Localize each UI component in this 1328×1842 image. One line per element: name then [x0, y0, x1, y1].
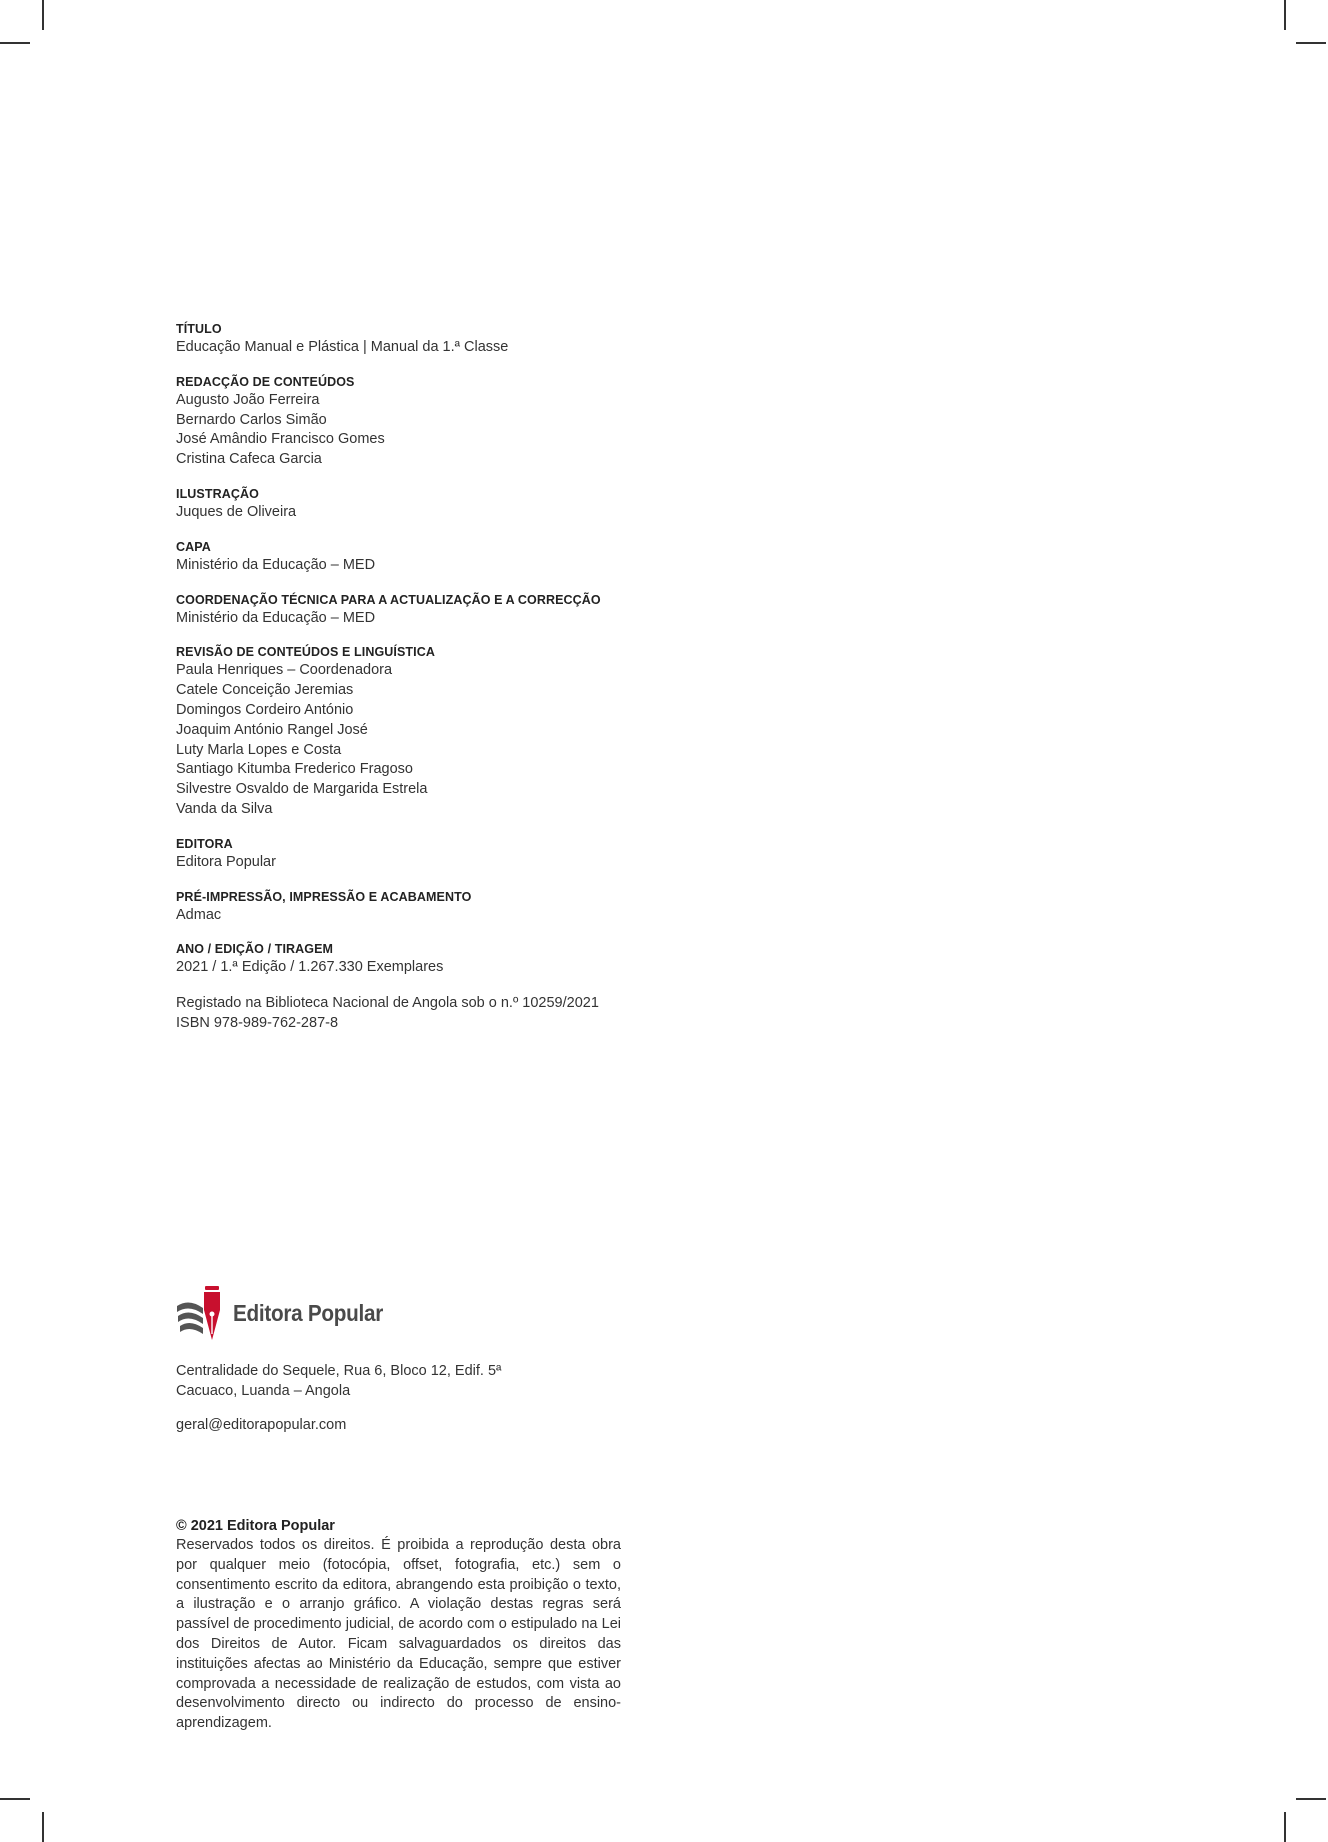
section-heading: REVISÃO DE CONTEÚDOS E LINGUÍSTICA	[176, 645, 435, 660]
section-line: Silvestre Osvaldo de Margarida Estrela	[176, 781, 428, 798]
section-heading: ANO / EDIÇÃO / TIRAGEM	[176, 942, 334, 957]
section-line: Editora Popular	[176, 853, 276, 870]
section-line: Santiago Kitumba Frederico Fragoso	[176, 761, 413, 778]
credit-section-cover	[176, 539, 816, 576]
registration-line: Registado na Biblioteca Nacional de Angola sob o n.º 10259/2021	[176, 995, 599, 1012]
credit-section-publisher	[176, 836, 816, 873]
credit-section-illustration	[176, 486, 816, 523]
crop-mark	[1284, 1812, 1286, 1842]
crop-mark	[1296, 42, 1326, 44]
publisher-logo	[175, 1283, 400, 1343]
section-line: Ministério da Educação – MED	[176, 609, 376, 626]
crop-mark	[42, 0, 44, 30]
section-line: Juques de Oliveira	[176, 503, 297, 520]
address-line: Centralidade do Sequele, Rua 6, Bloco 12, Edif. 5ª	[176, 1363, 502, 1379]
copyright-title: © 2021 Editora Popular	[176, 1518, 335, 1534]
credits-block	[176, 321, 816, 1034]
section-line: 2021 / 1.ª Edição / 1.267.330 Exemplares	[176, 959, 444, 976]
credit-section-authors	[176, 374, 816, 470]
isbn-line: ISBN 978-989-762-287-8	[176, 1014, 339, 1031]
section-line: José Amândio Francisco Gomes	[176, 431, 385, 448]
section-line: Luty Marla Lopes e Costa	[176, 741, 342, 758]
address-line: Cacuaco, Luanda – Angola	[176, 1382, 351, 1399]
section-line: Joaquim António Rangel José	[176, 721, 368, 738]
copyright-text: Reservados todos os direitos. É proibida a reprodução desta obra por qualquer meio (fotocópia, offset, fotografia, etc.) sem o consentimento escrito da editora, abrangendo esta proibição o texto, a ilustração e o arranjo gráfico. A violação destas regras será passível de procedimento judicial, de acordo com o estipulado na Lei dos Direitos de Autor. Ficam salvaguardados os direitos das instituições afectas ao Ministério da Educação, sempre que estiver comprovada a necessidade de realização de estudos, com vista ao desenvolvimento directo ou indirecto do processo de ensino-aprendizagem.	[176, 1537, 621, 1732]
publisher-logo-text: Editora Popular	[233, 1299, 384, 1326]
section-line: Ministério da Educação – MED	[176, 556, 376, 573]
section-heading: COORDENAÇÃO TÉCNICA PARA A ACTUALIZAÇÃO E A CORRECÇÃO	[176, 592, 601, 607]
crop-mark	[0, 42, 30, 44]
credit-section-edition	[176, 941, 816, 978]
publisher-address	[176, 1362, 816, 1435]
crop-mark	[0, 1798, 30, 1800]
crop-mark	[42, 1812, 44, 1842]
section-heading: CAPA	[176, 539, 211, 554]
credit-section-revision	[176, 644, 816, 819]
credit-section-title	[176, 321, 816, 358]
credit-section-printing	[176, 889, 816, 926]
section-line: Paula Henriques – Coordenadora	[176, 662, 393, 679]
section-line: Cristina Cafeca Garcia	[176, 451, 322, 468]
section-line: Augusto João Ferreira	[176, 391, 320, 408]
section-line: Educação Manual e Plástica | Manual da 1.ª Classe	[176, 339, 509, 355]
section-line: Admac	[176, 906, 222, 923]
section-line: Vanda da Silva	[176, 800, 273, 817]
credit-section-coordination	[176, 592, 816, 629]
publisher-email: geral@editorapopular.com	[176, 1416, 347, 1433]
section-line: Domingos Cordeiro António	[176, 701, 354, 718]
section-line: Bernardo Carlos Simão	[176, 411, 327, 428]
crop-mark	[1296, 1798, 1326, 1800]
section-heading: PRÉ-IMPRESSÃO, IMPRESSÃO E ACABAMENTO	[176, 889, 472, 904]
pen-book-logo-icon	[175, 1284, 227, 1342]
crop-mark	[1284, 0, 1286, 30]
section-heading: EDITORA	[176, 836, 233, 851]
copyright-block	[176, 1516, 621, 1734]
section-heading: TÍTULO	[176, 322, 222, 336]
registration-info	[176, 994, 816, 1034]
section-heading: REDACÇÃO DE CONTEÚDOS	[176, 374, 355, 389]
section-line: Catele Conceição Jeremias	[176, 682, 354, 699]
section-heading: ILUSTRAÇÃO	[176, 486, 259, 501]
